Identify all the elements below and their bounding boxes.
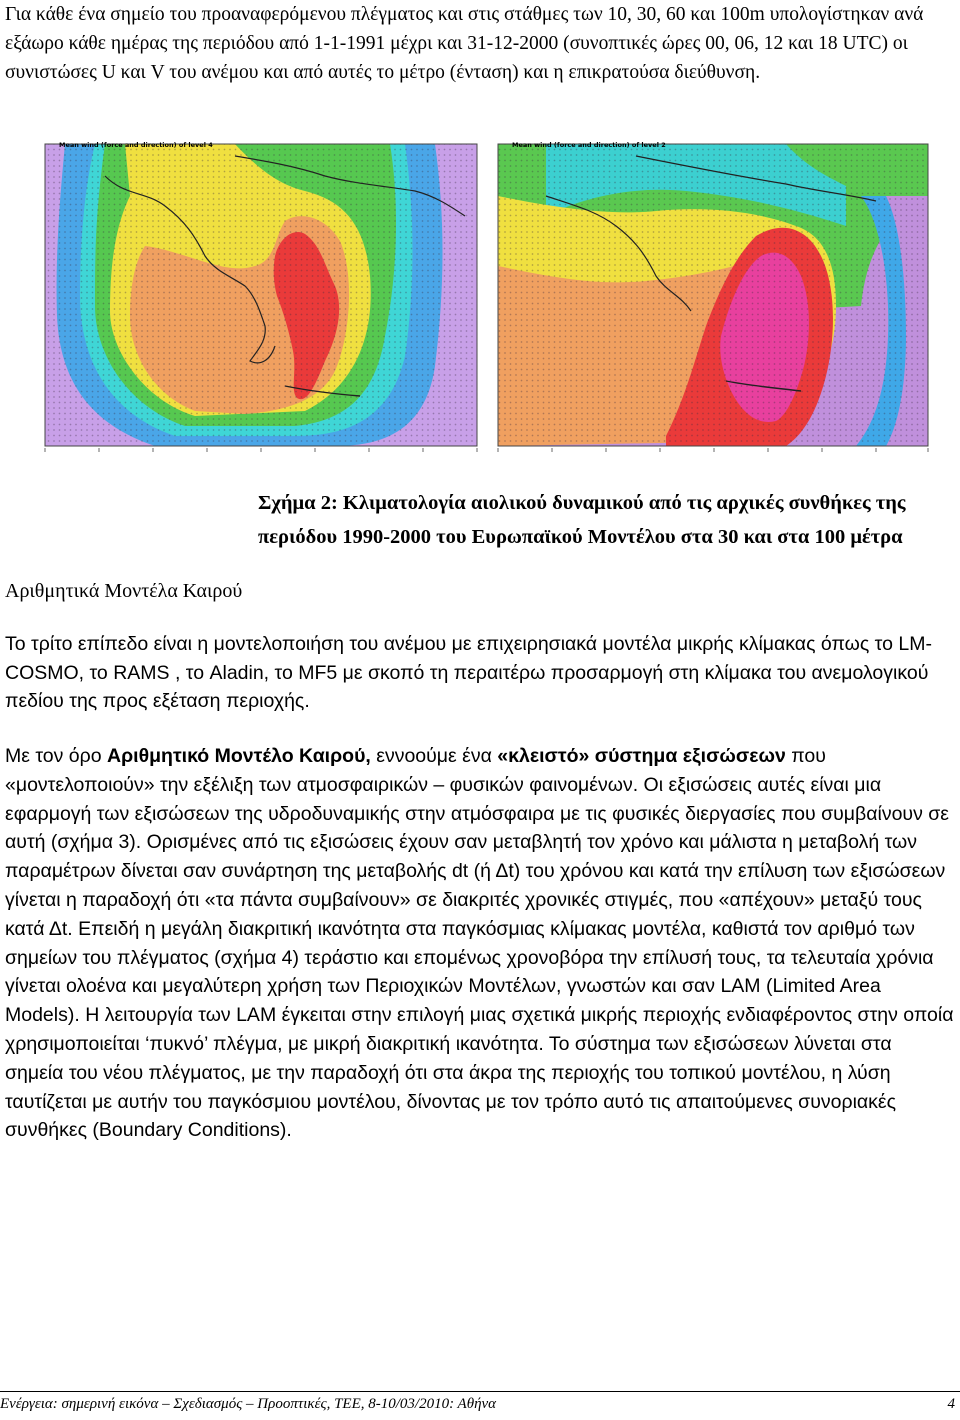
- para2-text-3: που «μοντελοποιούν» την εξέλιξη των ατμοσφαιρικών – φυσικών φαινομένων. Οι εξισώσεις αυτές είναι μια εφαρμογή των εξισώσεων της υδροδυναμικής στην ατμόσφαιρα με τις φυσικές διεργασίες που συμβαίνουν σε αυτή (σχήμα 3). Ορισμένες από τις εξισώσεις έχουν σαν μεταβλητή τον χρόνο και μάλιστα η μεταβολή των παραμέτρων δίνεται σαν συνάρτηση της μεταβολής dt (ή Δt) του χρόνου και κατά την επίλυση των εξισώσεων γίνεται η παραδοχή ότι «τα πάντα συμβαίνουν» σε διακριτές χρονικές στιγμές, που «απέχουν» μεταξύ τους κατά Δt. Επειδή η μεγάλη διακριτική ικανότητα στα παγκόσμιας κλίμακας μοντέλα, καθιστά τον αριθμό των σημείων του πλέγματος (σχήμα 4) τεράστιο και επομένως χρονοβόρα την επίλυσή τους, τα τελευταία χρόνια γίνεται ολοένα και μεγαλύτερη χρήση των Περιοχικών Μοντέλων, γνωστών και σαν LAM (Limited Area Models). Η λειτουργία των LAM έγκειται στην επιλογή μιας σχετικά μικρής περιοχής ενδιαφέροντος στην οποία χρησιμοποιείται ‘πυκνό’ πλέγμα, με μικρή διακριτική ικανότητα. Το σύστημα των εξισώσεων λύνεται στα σημεία του νέου πλέγματος, με την παραδοχή ότι στα άκρα της περιοχής του τοπικού μοντέλου, η λύση ταυτίζεται με αυτήν του παγκόσμιου μοντέλου, δίνοντας με τον τρόπο αυτό τις απαιτούμενες συνοριακές συνθήκες (Boundary Conditions).: [5, 745, 954, 1142]
- wind-map-level-2: [486, 136, 938, 460]
- intro-paragraph: Για κάθε ένα σημείο του προαναφερόμενου πλέγματος και στις στάθμες των 10, 30, 60 και 100m υπολογίστηκαν ανά εξάωρο κάθε ημέρας της περιόδου από 1-1-1991 μέχρι και 31-12-2000 (συνοπτικές ώρες 00, 06, 12 και 18 UTC) οι συνιστώσες U και V του ανέμου και από αυτές το μέτρο (ένταση) και η επικρατούσα διεύθυνση.: [5, 4, 924, 83]
- wind-map-level-4: [35, 136, 487, 460]
- section-heading: Αριθμητικά Μοντέλα Καιρού: [5, 580, 243, 602]
- map-title: Mean wind (force and direction) of level 2: [512, 141, 666, 149]
- page-number: 4: [947, 1396, 955, 1412]
- footer-rule: [0, 1391, 960, 1392]
- footer-text: Ενέργεια: σημερινή εικόνα – Σχεδιασμός – Προοπτικές, ΤΕΕ, 8-10/03/2010: Αθήνα: [0, 1396, 497, 1412]
- figure-caption: Σχήμα 2: Κλιματολογία αιολικού δυναμικού από τις αρχικές συνθήκες της περιόδου 1990-2000 του Ευρωπαϊκού Μοντέλου στα 30 και στα 100 μέτρα: [258, 492, 906, 548]
- map-title: Mean wind (force and direction) of level 4: [59, 141, 213, 149]
- term-closed-system: «κλειστό» σύστημα εξισώσεων: [497, 745, 786, 767]
- body-paragraph-2: [5, 742, 955, 1145]
- term-numerical-weather-model: Αριθμητικό Μοντέλο Καιρού,: [107, 745, 371, 767]
- body-paragraph-1: Το τρίτο επίπεδο είναι η μοντελοποιήση του ανέμου με επιχειρησιακά μοντέλα μικρής κλίμακας όπως το LM-COSMO, το RAMS , το Aladin, το MF5 με σκοπό τη περαιτέρω προσαρμογή στη κλίμακα του ανεμολογικού πεδίου της προς εξέταση περιοχής.: [5, 633, 932, 712]
- para2-text-1: Με τον όρο: [5, 745, 107, 767]
- para2-text-2: εννοούμε ένα: [370, 745, 498, 767]
